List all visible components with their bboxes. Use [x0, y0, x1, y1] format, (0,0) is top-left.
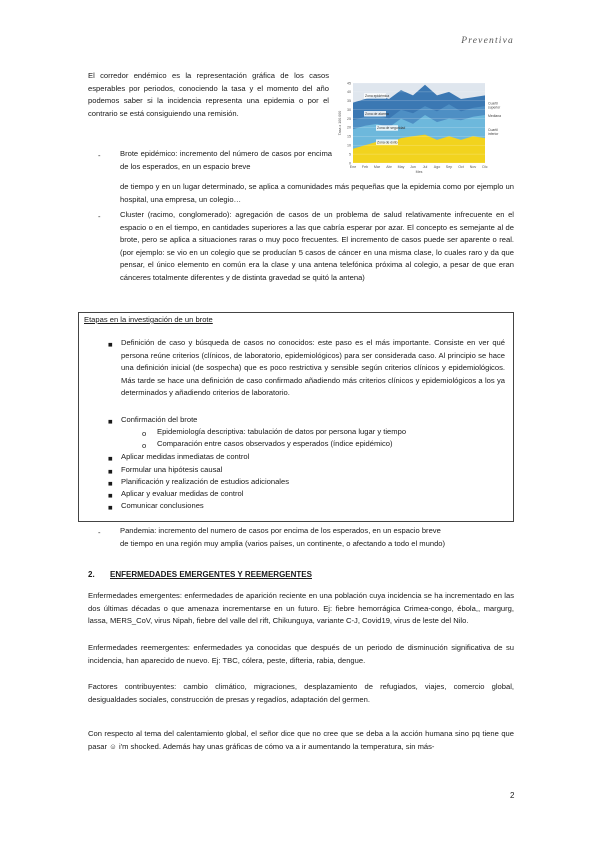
step-6: Aplicar y evaluar medidas de control	[121, 489, 244, 498]
step-7: Comunicar conclusiones	[121, 501, 204, 510]
section-title: ENFERMEDADES EMERGENTES Y REEMERGENTES	[110, 570, 312, 579]
y-tick-label: 30	[347, 107, 351, 112]
factores-paragraph: Factores contribuyentes: cambio climático, migraciones, desplazamiento de refugiados, viajes, comercio global, desigualdades sociales, construcción de presas y regadíos, adaptación del germen.	[88, 682, 514, 704]
bullet-dash: -	[98, 151, 101, 160]
bullet-square: ■	[108, 491, 113, 500]
y-tick-label: 35	[347, 99, 351, 104]
zone-label: Zona epidémica	[365, 94, 390, 99]
bullet-dash: -	[98, 528, 101, 537]
y-tick-label: 40	[347, 90, 351, 95]
step-2-sub-1: Epidemiología descriptiva: tabulación de datos por persona lugar y tiempo	[157, 427, 407, 436]
y-tick-label: 25	[347, 116, 351, 121]
x-tick-label: Nov	[469, 165, 477, 169]
bullet-circle: o	[142, 429, 147, 438]
step-5: Planificación y realización de estudios adicionales	[121, 477, 290, 486]
x-tick-label: Sep	[445, 165, 453, 169]
y-tick-label: 15	[347, 134, 351, 139]
bullet-circle: o	[142, 441, 147, 450]
zone-label: Zona de éxito	[377, 140, 398, 145]
step-2-sub-2: Comparación entre casos observados y esperados (índice epidémico)	[157, 439, 393, 448]
brote-paragraph-rest: de tiempo y en un lugar determinado, se aplica a comunidades más pequeñas que la epidemia como por ejemplo un hospital, una empresa, un colegio…	[120, 182, 514, 204]
y-axis-label: Tasa x 100.000	[338, 110, 342, 136]
y-tick-label: 45	[347, 81, 351, 86]
step-4: Formular una hipótesis causal	[121, 465, 223, 474]
x-tick-label: Oct	[458, 165, 464, 169]
x-tick-label: Abr	[386, 165, 392, 169]
section-number: 2.	[88, 570, 95, 579]
box-title: Etapas en la investigación de un brote	[84, 315, 213, 324]
x-tick-label: Feb	[361, 165, 369, 169]
x-tick-label: Ago	[433, 165, 441, 169]
x-tick-label: May	[397, 165, 405, 169]
y-tick-label: 5	[349, 152, 351, 157]
x-tick-label: Jun	[410, 165, 416, 169]
endemic-corridor-chart	[337, 77, 515, 176]
side-label: Cuartil inferior	[488, 128, 499, 136]
bullet-square: ■	[108, 467, 113, 476]
step-1: Definición de caso y búsqueda de casos no conocidos: este paso es el más importante. Consiste en ver qué persona reúne criterios (clínicos, de laboratorio, epidemiológicos) para ser considerada caso. Al principio se hace una definición inicial (de sospecha) que es poco restrictiva y sensible según criterios clínicos y epidemiológicos. Más tarde se hace una definición de caso confirmado añadiendo más criterios clínicos y epidemiológicos a los ya determinados y añadiendo criterios de laboratorio.	[121, 338, 505, 398]
y-tick-label: 10	[347, 143, 351, 148]
bullet-square: ■	[108, 417, 113, 426]
bullet-square: ■	[108, 503, 113, 512]
pandemia-rest: de tiempo en una región muy amplia (varios países, un continente, o afectando a todo el mundo)	[120, 539, 446, 548]
brote-text-first: : incremento del número de casos por encima de los esperados, en un espacio breve	[120, 149, 332, 171]
y-tick-label: 0	[349, 161, 351, 166]
brote-label: Brote epidémico	[120, 149, 176, 158]
side-label: Mediana	[488, 113, 502, 118]
step-3: Aplicar medidas inmediatas de control	[121, 452, 250, 461]
x-tick-label: Dic	[482, 165, 488, 169]
brote-paragraph	[120, 148, 332, 173]
x-axis-label: Mes	[415, 170, 423, 174]
x-tick-label: Jul	[422, 165, 428, 169]
bullet-square: ■	[108, 340, 113, 349]
y-tick-label: 20	[347, 125, 351, 130]
zone-label: Zona de seguridad	[377, 126, 406, 131]
zone-label: Zona de alarma	[365, 112, 389, 116]
bullet-square: ■	[108, 454, 113, 463]
intro-paragraph: El corredor endémico es la representación gráfica de los casos esperables por periodos, conociendo la tasa y el momento del año podemos saber si la incidencia representa una epidemia o por el contrario se está consiguiendo una remisión.	[88, 71, 329, 118]
running-header: Preventiva	[461, 36, 514, 46]
calentamiento-paragraph: Con respecto al tema del calentamiento global, el señor dice que no cree que se deba a la acción humana sino pq tiene que pasar ☺ i'm shocked. Además hay unas gráficas de cómo va a ir aumentando la temperatura, sin más-	[88, 729, 514, 751]
emergentes-paragraph: Enfermedades emergentes: enfermedades de aparición reciente en una población cuya incidencia se ha incrementado en las dos últimas décadas o que amenaza incrementarse en un futuro. Ej: fiebre hemorrágica Crimea-congo, ébola,, margurg, lassa, MERS_CoV, virus Nipah, fiebre del valle del rift, Chikunguya, variante C-J, Covid19, virus de leste del Nilo.	[88, 591, 514, 626]
side-label: Cuartil superior	[488, 101, 501, 110]
page-number: 2	[510, 791, 515, 800]
cluster-paragraph: Cluster (racimo, conglomerado): agregación de casos de un problema de salud relativamente infrecuente en el espacio o en el tiempo, en cantidades superiores a las que cabría esperar por azar. El concepto es semejante al de brote, pero se aplica a situaciones raras o muy poco frecuentes. El incremento de casos puede ser aparente o real. (por ejemplo: se vio en un colegio que se producían 5 casos de cáncer en una misma clase, lo cuales raro y da que pensar, el único elemento en común era la clase y una antena telefónica próxima al colegio, a pesar de que eran cánceres totalmente diferentes y de distinta gravedad se quitó la antena)	[120, 210, 514, 282]
pandemia-first: Pandemia: incremento del numero de casos por encima de los esperados, en un espacio breve	[120, 526, 441, 535]
x-tick-label: Mar	[373, 165, 381, 169]
step-2: Confirmación del brote	[121, 415, 198, 424]
reemergentes-paragraph: Enfermedades reemergentes: enfermedades ya conocidas que después de un periodo de disminución significativa de su incidencia, han aparecido de nuevo. Ej: TBC, cólera, peste, difteria, rabia, dengue.	[88, 643, 514, 665]
x-tick-label: Ene	[349, 165, 357, 169]
bullet-square: ■	[108, 479, 113, 488]
bullet-dash: -	[98, 212, 101, 221]
